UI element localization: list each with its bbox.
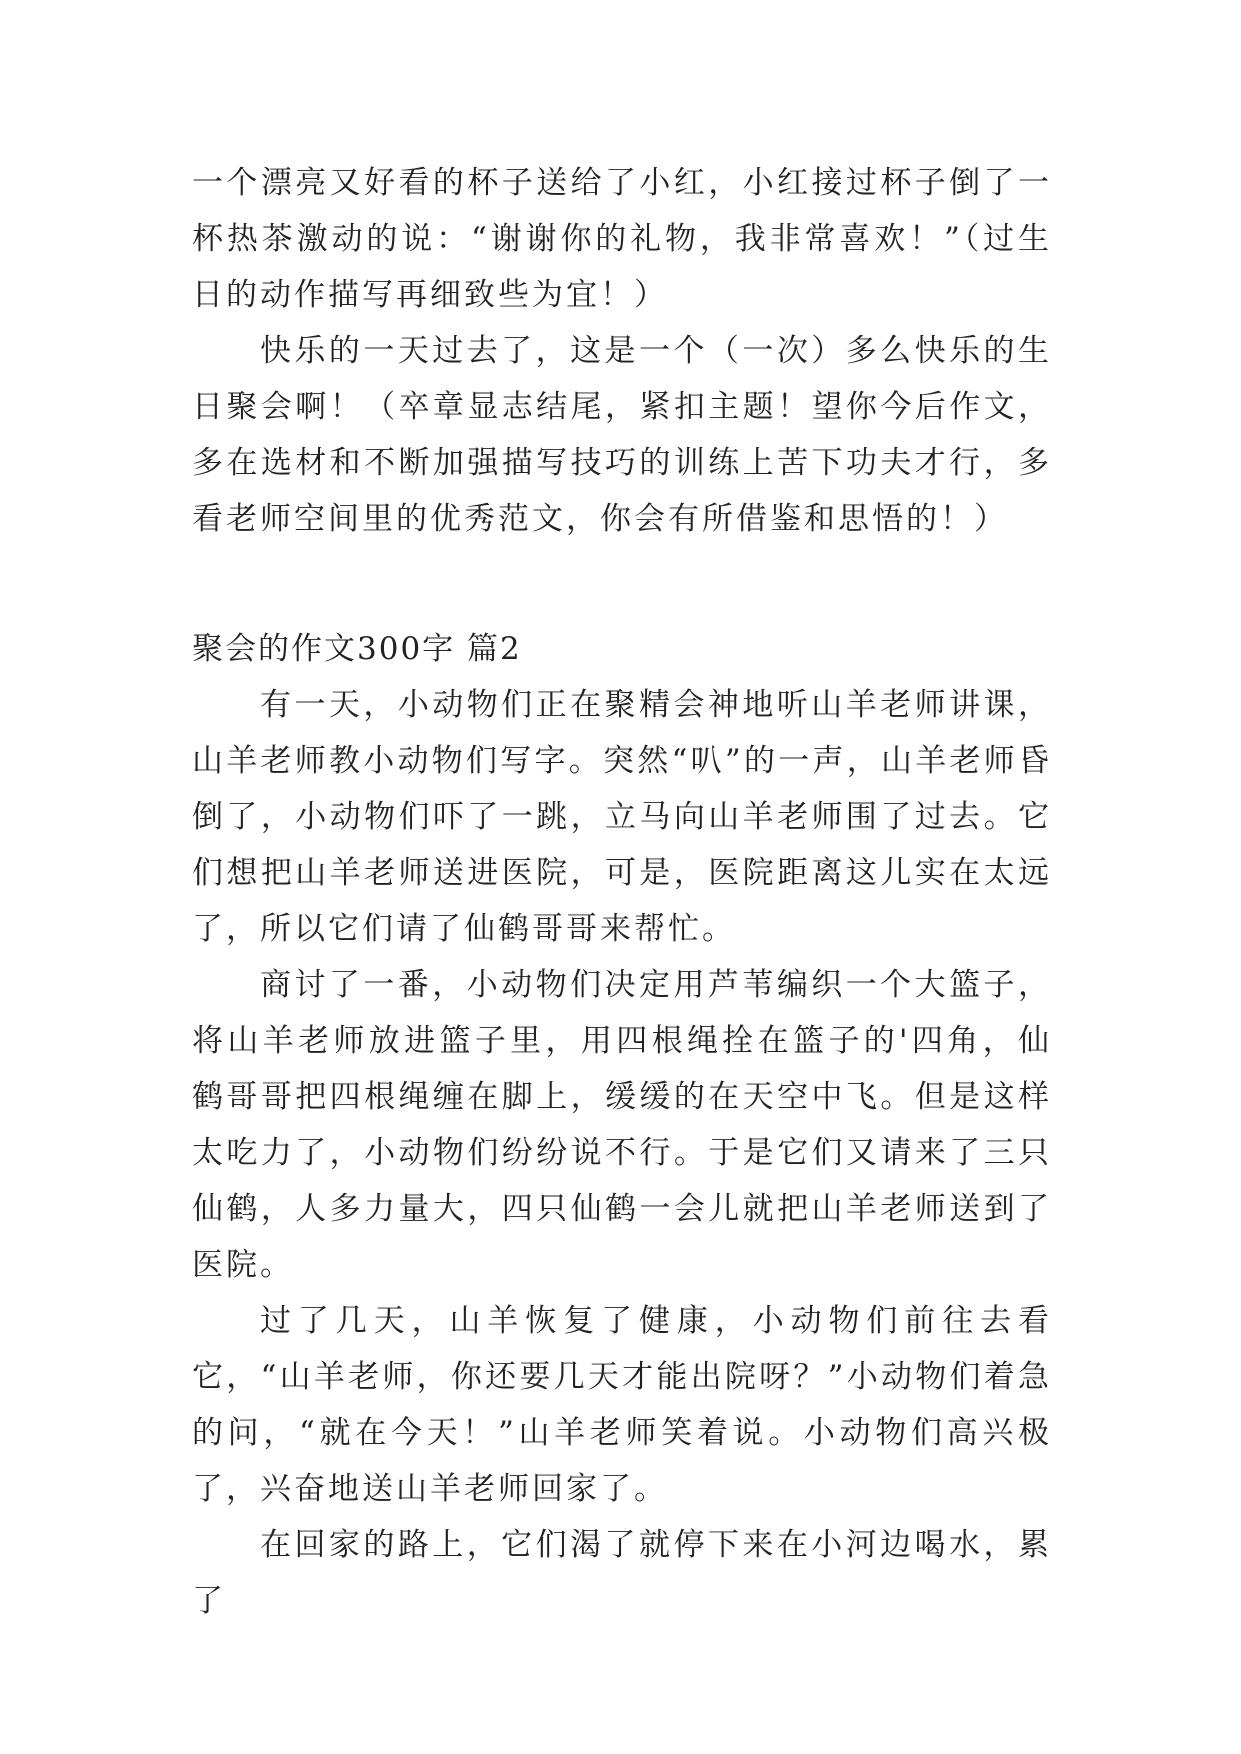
paragraph-ending: 快乐的一天过去了，这是一个（一次）多么快乐的生日聚会啊！（卒章显志结尾，紧扣主题！望你今后作文，多在选材和不断加强描写技巧的训练上苦下功夫才行，多看老师空间里的优秀范文，你会有所借鉴和思悟的！）: [192, 333, 1052, 537]
paragraph: 商讨了一番，小动物们决定用芦苇编织一个大篮子，将山羊老师放进篮子里，用四根绳拴在篮子的'四角，仙鹤哥哥把四根绳缠在脚上，缓缓的在天空中飞。但是这样太吃力了，小动物们纷纷说不行。于是它们又请来了三只仙鹤，人多力量大，四只仙鹤一会儿就把山羊老师送到了医院。: [192, 967, 1052, 1283]
paragraph-truncated: 在回家的路上，它们渴了就停下来在小河边喝水，累了: [192, 1527, 1052, 1619]
section-heading: 聚会的作文300字 篇2: [192, 631, 522, 667]
paragraph: 有一天，小动物们正在聚精会神地听山羊老师讲课，山羊老师教小动物们写字。突然“叭”的一声，山羊老师昏倒了，小动物们吓了一跳，立马向山羊老师围了过去。它们想把山羊老师送进医院，可是，医院距离这儿实在太远了，所以它们请了仙鹤哥哥来帮忙。: [192, 687, 1052, 947]
document-body: [192, 155, 1052, 1629]
paragraph: 过了几天，山羊恢复了健康，小动物们前往去看它，“山羊老师，你还要几天才能出院呀？”小动物们着急的问，“就在今天！”山羊老师笑着说。小动物们高兴极了，兴奋地送山羊老师回家了。: [192, 1303, 1052, 1507]
paragraph-continued: 一个漂亮又好看的杯子送给了小红，小红接过杯子倒了一杯热茶激动的说：“谢谢你的礼物，我非常喜欢！”（过生日的动作描写再细致些为宜！）: [192, 165, 1052, 313]
